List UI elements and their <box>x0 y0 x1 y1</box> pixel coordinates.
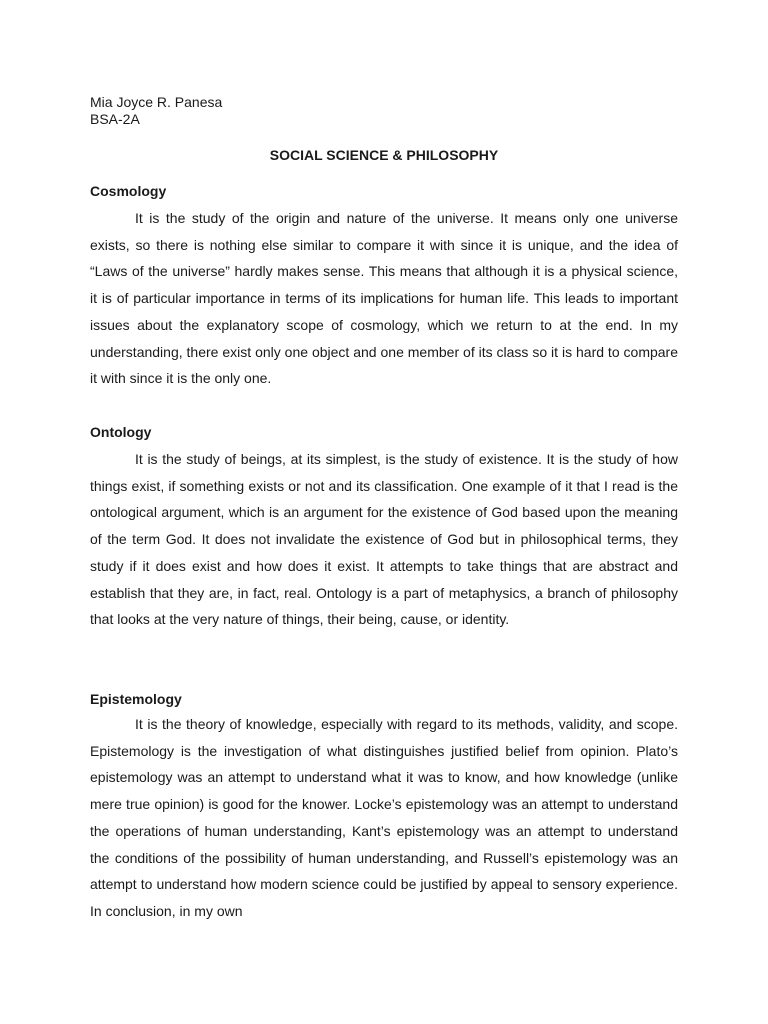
section-body-ontology: It is the study of beings, at its simplest, is the study of existence. It is the study of how things exist, if something exists or not and its classification. One example of it that I read is the ontological argument, which is an argument for the existence of God based upon the meaning of the term God. It does not invalidate the existence of God but in philosophical terms, they study if it does exist and how does it exist. It attempts to take things that are abstract and establish that they are, in fact, real. Ontology is a part of metaphysics, a branch of philosophy that looks at the very nature of things, their being, cause, or identity. <box>90 451 678 628</box>
section-body-epistemology: It is the theory of knowledge, especially with regard to its methods, validity, and scope. Epistemology is the investigation of what distinguishes justified belief from opinion. Plato’s epistemology was an attempt to understand what it was to know, and how knowledge (unlike mere true opinion) is good for the knower. Locke’s epistemology was an attempt to understand the operations of human understanding, Kant’s epistemology was an attempt to understand the conditions of the possibility of human understanding, and Russell’s epistemology was an attempt to understand how modern science could be justified by appeal to sensory experience. In conclusion, in my own <box>90 716 678 919</box>
section-body-cosmology: It is the study of the origin and nature of the universe. It means only one universe exists, so there is nothing else similar to compare it with since it is unique, and the idea of “Laws of the universe” hardly makes sense. This means that although it is a physical science, it is of particular importance in terms of its implications for human life. This leads to important issues about the explanatory scope of cosmology, which we return to at the end. In my understanding, there exist only one object and one member of its class so it is hard to compare it with since it is the only one. <box>90 210 678 387</box>
section-heading-cosmology: Cosmology <box>90 183 167 199</box>
section-heading-epistemology: Epistemology <box>90 691 182 707</box>
document-title: SOCIAL SCIENCE & PHILOSOPHY <box>269 147 499 163</box>
author-name: Mia Joyce R. Panesa <box>90 94 223 110</box>
author-block <box>90 94 222 128</box>
section-heading-ontology: Ontology <box>90 424 152 440</box>
author-section: BSA-2A <box>90 111 140 127</box>
